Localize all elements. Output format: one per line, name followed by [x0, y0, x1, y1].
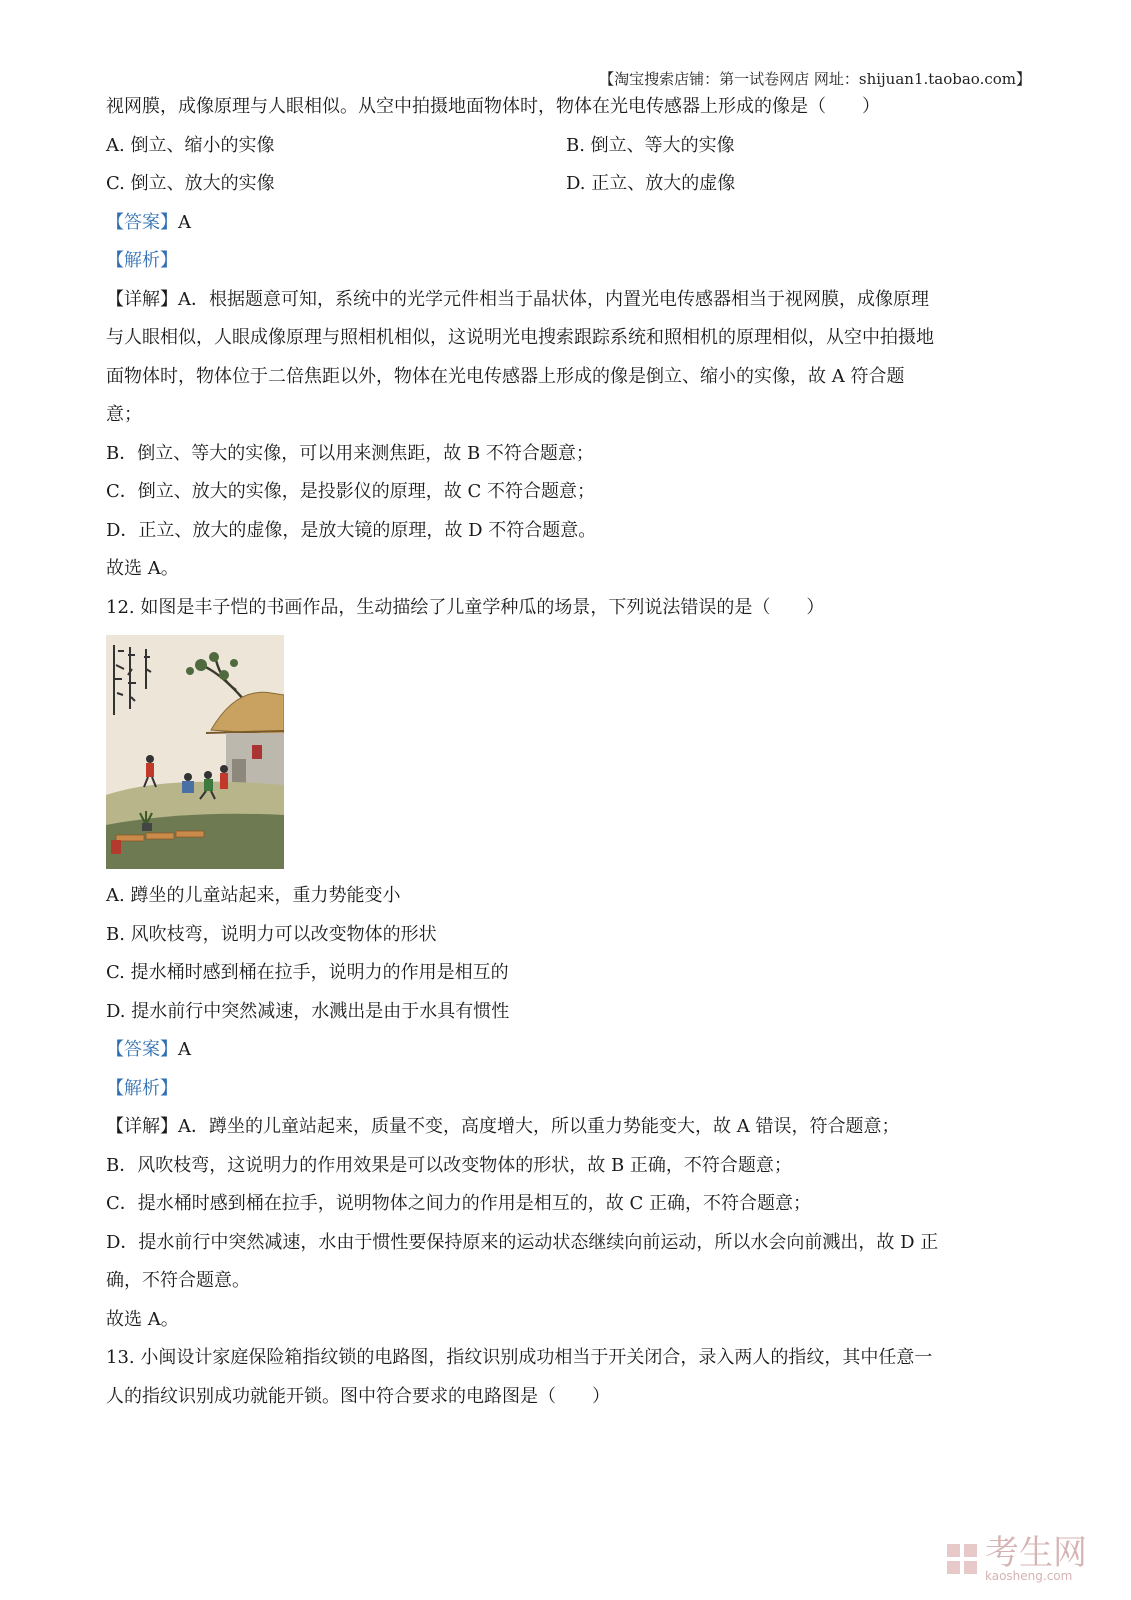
page-header: 【淘宝搜索店铺：第一试卷网店 网址：shijuan1.taobao.com】	[599, 70, 1031, 88]
kaosheng-logo-icon	[945, 1542, 979, 1576]
q12-detail-line: D．提水前行中突然减速，水由于惯性要保持原来的运动状态继续向前运动，所以水会向前溅出，故 D 正	[106, 1231, 939, 1253]
q12-analysis	[106, 1070, 1026, 1109]
answer-tag: 【答案】	[106, 1039, 178, 1060]
q12-detail-line	[106, 1108, 1026, 1147]
q11-detail-line: C．倒立、放大的实像，是投影仪的原理，故 C 不符合题意；	[106, 481, 595, 502]
watermark-url: kaosheng.com	[985, 1569, 1073, 1583]
q11-detail-line: 意；	[106, 404, 142, 425]
q11-options-row-2	[106, 165, 1026, 204]
detail-text: A．蹲坐的儿童站起来，质量不变，高度增大，所以重力势能变大，故 A 错误，符合题意；	[178, 1116, 900, 1137]
q11-detail-line	[106, 281, 1026, 320]
q12-detail-line: 确，不符合题意。	[106, 1270, 250, 1291]
q11-option-b: B. 倒立、等大的实像	[566, 134, 735, 156]
q12-conclusion: 故选 A。	[106, 1308, 179, 1330]
q11-detail-line: 面物体时，物体位于二倍焦距以外，物体在光电传感器上形成的像是倒立、缩小的实像，故 A 符合题	[106, 365, 905, 387]
q11-option-d: D. 正立、放大的虚像	[566, 173, 736, 194]
q12-option-c: C. 提水桶时感到桶在拉手，说明力的作用是相互的	[106, 962, 509, 983]
q11-analysis	[106, 242, 1026, 281]
q11-detail-line: D．正立、放大的虚像，是放大镜的原理，故 D 不符合题意。	[106, 519, 597, 541]
q11-conclusion: 故选 A。	[106, 558, 179, 579]
answer-tag: 【答案】	[106, 211, 178, 233]
q11-answer	[106, 204, 1026, 243]
q12-option-a: A. 蹲坐的儿童站起来，重力势能变小	[106, 885, 401, 906]
q12-stem: 12. 如图是丰子恺的书画作品，生动描绘了儿童学种瓜的场景，下列说法错误的是（ ）	[106, 596, 825, 618]
painting-illustration	[106, 635, 284, 869]
answer-value: A	[178, 1039, 191, 1060]
q12-detail-line: C．提水桶时感到桶在拉手，说明物体之间力的作用是相互的，故 C 正确，不符合题意；	[106, 1193, 811, 1214]
q11-option-c: C. 倒立、放大的实像	[106, 173, 275, 194]
exam-page	[106, 88, 1026, 1416]
q12-answer	[106, 1031, 1026, 1070]
watermark-name: 考生网	[985, 1533, 1087, 1573]
q11-detail-line: 与人眼相似，人眼成像原理与照相机相似，这说明光电搜索跟踪系统和照相机的原理相似，从空中拍摄地	[106, 327, 934, 348]
detail-text: A．根据题意可知，系统中的光学元件相当于晶状体，内置光电传感器相当于视网膜，成像原理	[178, 288, 929, 310]
q11-detail-line: B．倒立、等大的实像，可以用来测焦距，故 B 不符合题意；	[106, 442, 594, 464]
watermark	[945, 1533, 1087, 1583]
answer-value: A	[178, 211, 191, 233]
q13-stem-line: 人的指纹识别成功就能开锁。图中符合要求的电路图是（ ）	[106, 1385, 610, 1407]
q11-option-a: A. 倒立、缩小的实像	[106, 134, 275, 156]
detail-tag: 【详解】	[106, 1116, 178, 1137]
q12-option-d: D. 提水前行中突然减速，水溅出是由于水具有惯性	[106, 1000, 510, 1022]
q12-detail-line: B．风吹枝弯，这说明力的作用效果是可以改变物体的形状，故 B 正确，不符合题意；	[106, 1154, 792, 1176]
analysis-tag: 【解析】	[106, 250, 178, 271]
watermark-text	[985, 1533, 1087, 1583]
q13-stem-line: 13. 小闽设计家庭保险箱指纹锁的电路图，指纹识别成功相当于开关闭合，录入两人的指纹，其中任意一	[106, 1347, 933, 1368]
detail-tag: 【详解】	[106, 288, 178, 310]
q12-option-b: B. 风吹枝弯，说明力可以改变物体的形状	[106, 923, 437, 945]
q11-stem-line: 视网膜，成像原理与人眼相似。从空中拍摄地面物体时，物体在光电传感器上形成的像是（ ）	[106, 96, 880, 117]
q11-options-row-1	[106, 127, 1026, 166]
analysis-tag: 【解析】	[106, 1077, 178, 1099]
